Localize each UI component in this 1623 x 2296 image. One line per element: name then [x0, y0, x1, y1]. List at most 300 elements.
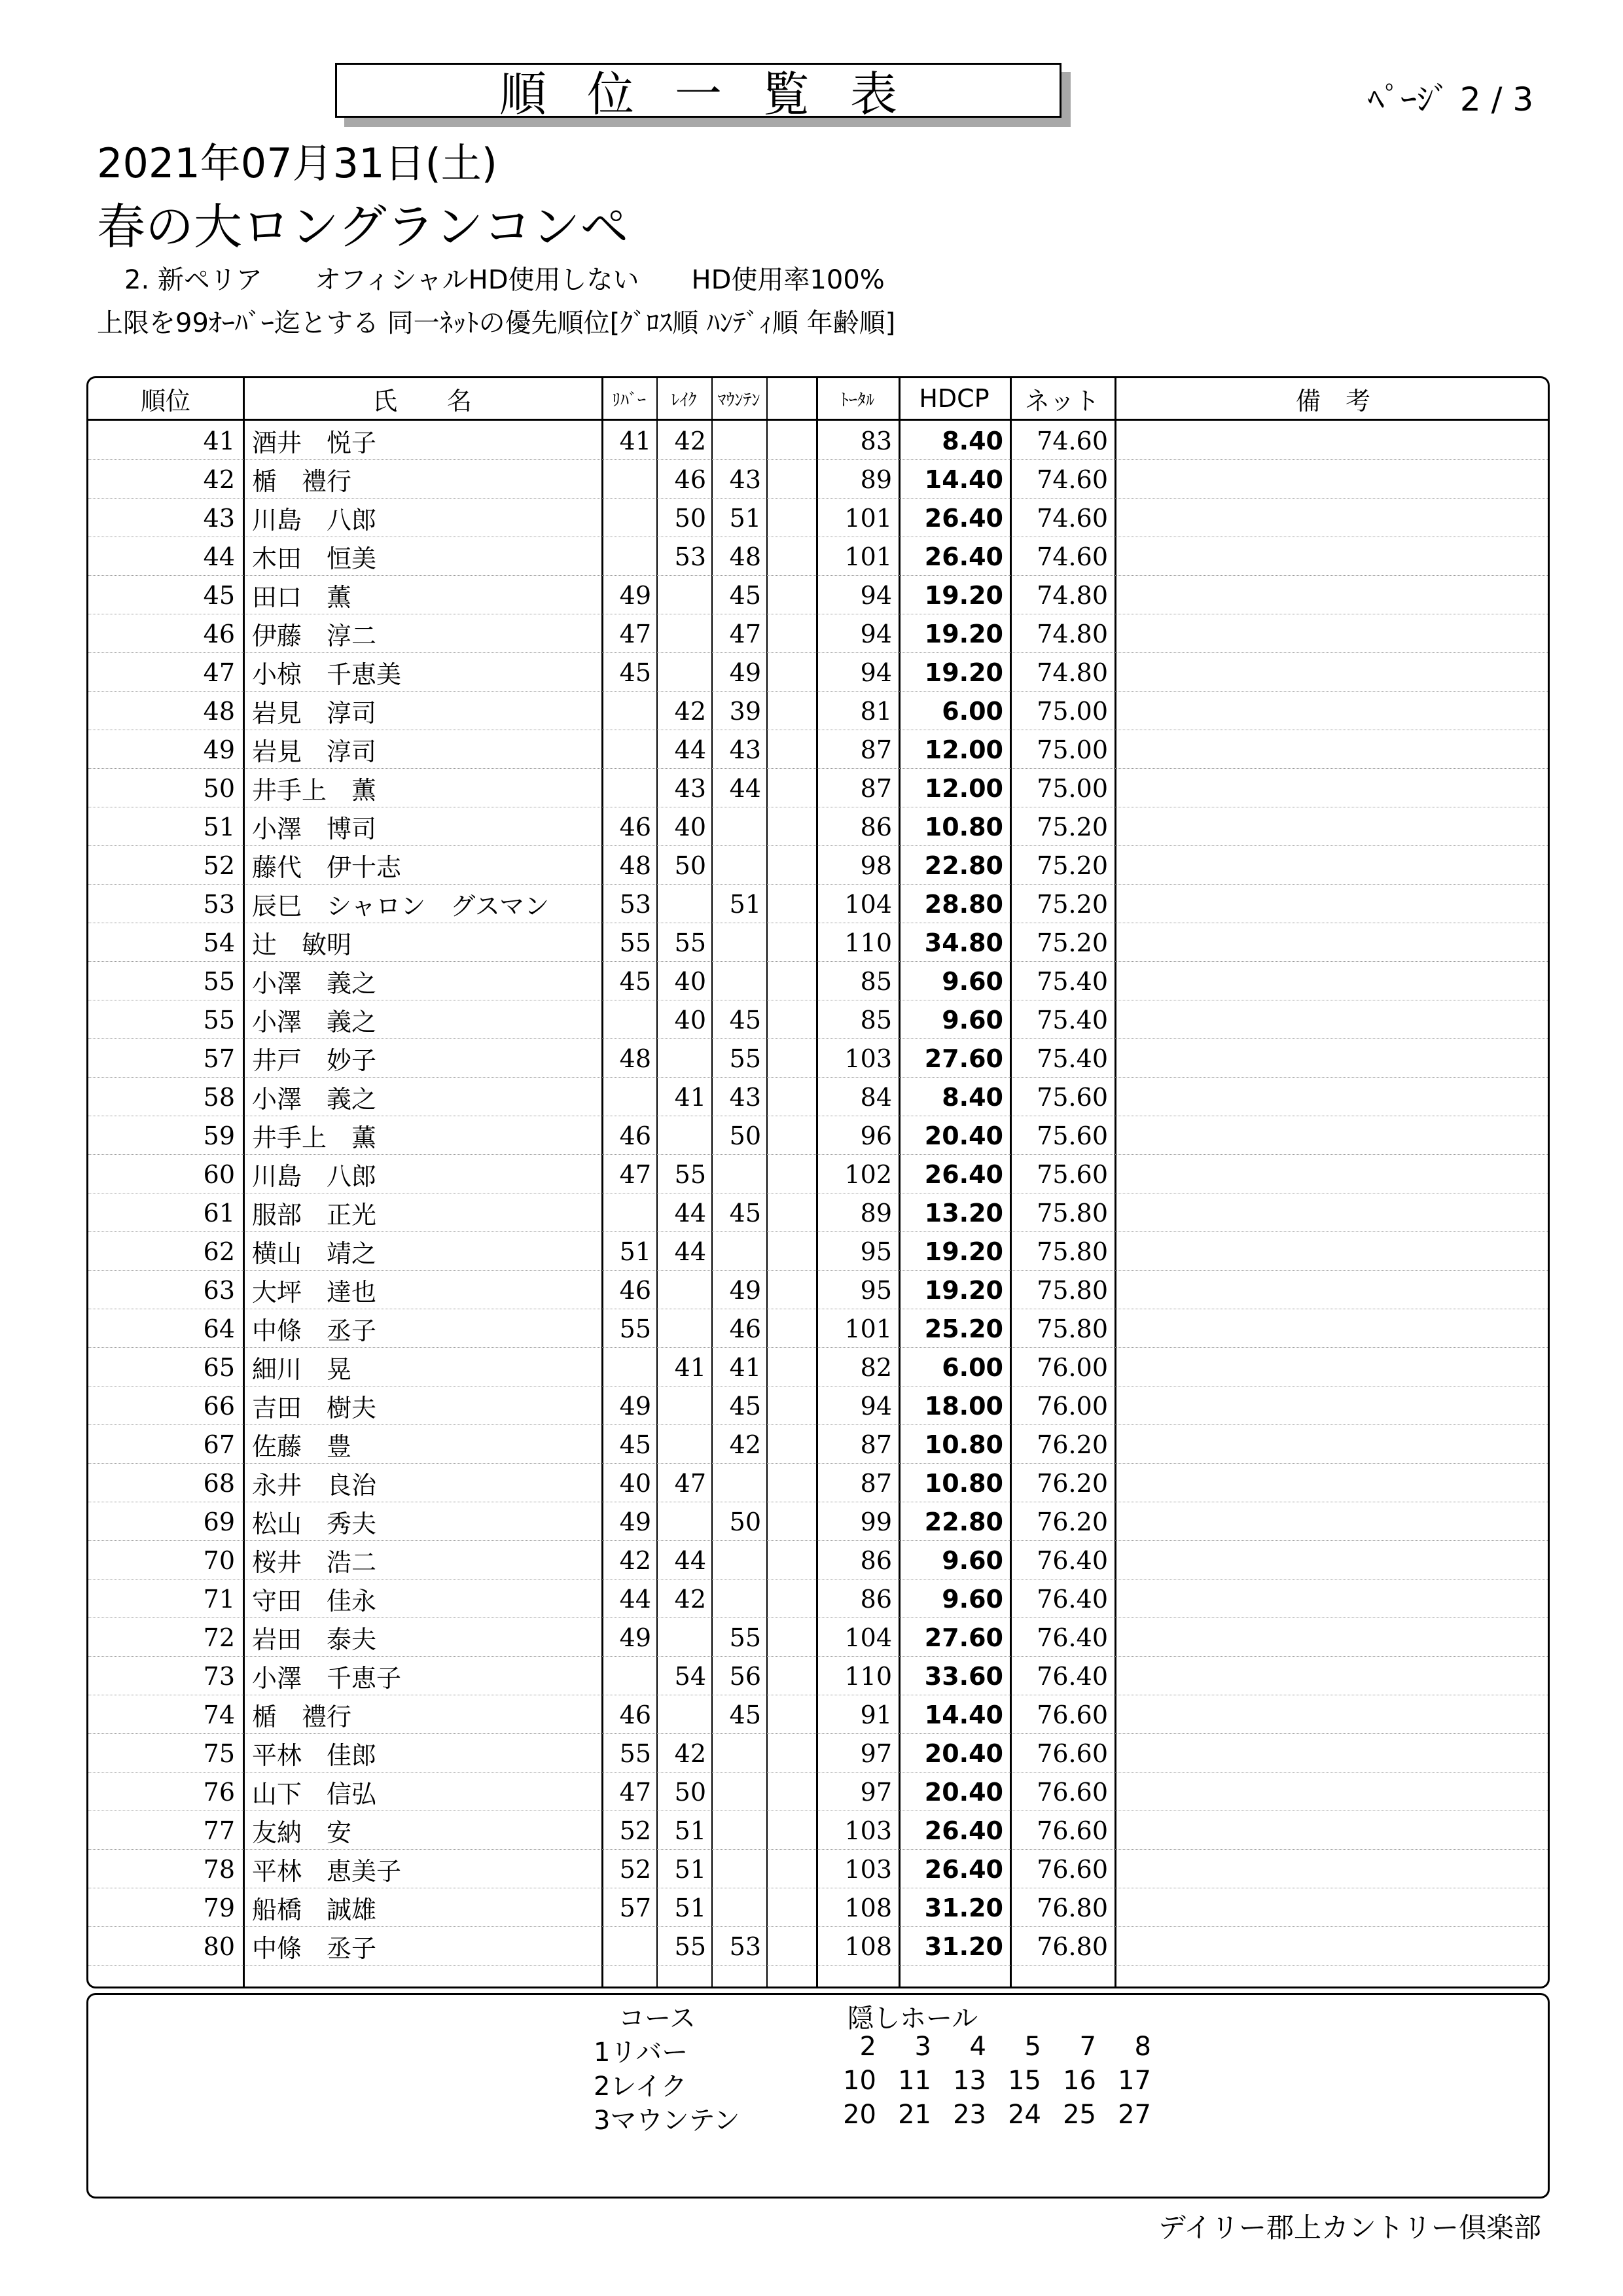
cell-total: 103	[844, 1816, 892, 1845]
cell-hdcp: 14.40	[924, 1700, 1003, 1729]
cell-river: 45	[619, 1430, 651, 1459]
cell-hdcp: 25.20	[924, 1314, 1003, 1343]
cell-river: 46	[619, 1121, 651, 1150]
cell-lake: 40	[674, 966, 706, 996]
cell-lake: 40	[674, 812, 706, 841]
cell-hdcp: 19.20	[924, 658, 1003, 687]
cell-total: 83	[860, 426, 892, 455]
cell-mountain: 48	[729, 542, 761, 571]
page-title: 順位一覧表	[335, 63, 1061, 118]
cell-lake	[656, 1386, 706, 1425]
table-row	[88, 1271, 1548, 1309]
cell-mountain: 45	[729, 580, 761, 610]
table-row	[88, 576, 1548, 614]
cell-hdcp: 9.60	[942, 1545, 1003, 1575]
cell-river: 47	[619, 1777, 651, 1807]
cell-net: 76.60	[1037, 1777, 1108, 1807]
cell-name: 平林 恵美子	[252, 1857, 402, 1886]
cell-total: 99	[860, 1507, 892, 1536]
cell-total: 101	[844, 1314, 892, 1343]
table-row	[88, 1386, 1548, 1425]
cell-net: 76.60	[1037, 1739, 1108, 1768]
table-row	[88, 885, 1548, 923]
hidden-hole-number: 17	[1118, 2066, 1151, 2096]
table-row	[88, 769, 1548, 807]
cell-lake	[656, 1116, 706, 1155]
cell-name: 守田 佳永	[252, 1587, 377, 1616]
cell-hdcp: 10.80	[924, 1468, 1003, 1498]
cell-mountain: 50	[729, 1507, 761, 1536]
cell-total: 108	[844, 1893, 892, 1922]
cell-hdcp: 26.40	[924, 1854, 1003, 1884]
cell-name: 小澤 千恵子	[252, 1664, 402, 1693]
cell-river: 46	[619, 1700, 651, 1729]
cell-rank: 57	[203, 1044, 235, 1073]
cell-mountain: 55	[729, 1044, 761, 1073]
cell-name: 岩見 淳司	[252, 737, 377, 766]
cell-rank: 75	[203, 1739, 235, 1768]
cell-rank: 65	[203, 1352, 235, 1382]
cell-lake: 53	[674, 542, 706, 571]
cell-mountain: 45	[729, 1198, 761, 1227]
cell-rank: 76	[203, 1777, 235, 1807]
hidden-holes-label: 隠しホール	[847, 2004, 978, 2034]
cell-name: 中條 丞子	[252, 1316, 377, 1345]
cell-mountain: 43	[729, 465, 761, 494]
cell-rank: 54	[203, 928, 235, 957]
cell-name: 平林 佳郎	[252, 1741, 377, 1770]
cell-rank: 44	[203, 542, 235, 571]
cell-hdcp: 9.60	[942, 1005, 1003, 1034]
cell-rank: 45	[203, 580, 235, 610]
cell-total: 102	[844, 1159, 892, 1189]
cell-hdcp: 6.00	[942, 1352, 1003, 1382]
cell-lake	[656, 1618, 706, 1657]
cell-name: 木田 恒美	[252, 544, 377, 573]
cell-river: 52	[619, 1854, 651, 1884]
cell-mountain: 45	[729, 1391, 761, 1421]
cell-name: 横山 靖之	[252, 1239, 377, 1268]
cell-hdcp: 31.20	[924, 1932, 1003, 1961]
cell-hdcp: 33.60	[924, 1661, 1003, 1691]
cell-lake: 50	[674, 1777, 706, 1807]
table-row	[88, 1927, 1548, 1966]
cell-river	[601, 1657, 651, 1695]
cell-hdcp: 8.40	[942, 426, 1003, 455]
cell-mountain: 53	[729, 1932, 761, 1961]
hidden-hole-number: 25	[1063, 2100, 1096, 2130]
cell-river	[601, 460, 651, 499]
cell-rank: 63	[203, 1275, 235, 1305]
cell-net: 76.60	[1037, 1854, 1108, 1884]
cell-hdcp: 20.40	[924, 1777, 1003, 1807]
header-divider	[88, 419, 1548, 421]
header-rank: 順位	[140, 386, 190, 415]
cell-net: 76.00	[1037, 1391, 1108, 1421]
table-row	[88, 421, 1548, 460]
cell-net: 75.40	[1037, 1044, 1108, 1073]
cell-mountain: 49	[729, 1275, 761, 1305]
hidden-hole-number: 13	[953, 2066, 986, 2096]
cell-mountain	[711, 1734, 761, 1773]
cell-hdcp: 12.00	[924, 773, 1003, 803]
cell-name: 服部 正光	[252, 1201, 377, 1229]
cell-rank: 41	[203, 426, 235, 455]
table-row	[88, 923, 1548, 962]
cell-total: 101	[844, 503, 892, 533]
table-row	[88, 1811, 1548, 1850]
cell-net: 76.20	[1037, 1430, 1108, 1459]
course-label: コース	[618, 2004, 696, 2034]
cell-river: 49	[619, 1391, 651, 1421]
table-row	[88, 1232, 1548, 1271]
cell-mountain	[711, 421, 761, 460]
cell-hdcp: 9.60	[942, 966, 1003, 996]
cell-river	[601, 692, 651, 730]
cell-name: 細川 晃	[252, 1355, 352, 1384]
cell-rank: 77	[203, 1816, 235, 1845]
cell-rank: 64	[203, 1314, 235, 1343]
cell-net: 75.00	[1037, 696, 1108, 726]
cell-mountain	[711, 1155, 761, 1193]
cell-river	[601, 1927, 651, 1966]
cell-lake: 44	[674, 735, 706, 764]
cell-net: 76.40	[1037, 1661, 1108, 1691]
hidden-hole-number: 10	[843, 2066, 876, 2096]
hidden-hole-number: 27	[1118, 2100, 1151, 2130]
cell-name: 小椋 千恵美	[252, 660, 402, 689]
cell-rank: 55	[203, 1005, 235, 1034]
cell-total: 81	[860, 696, 892, 726]
table-row	[88, 1773, 1548, 1811]
cell-net: 76.00	[1037, 1352, 1108, 1382]
hidden-hole-number: 23	[953, 2100, 986, 2130]
table-row	[88, 1309, 1548, 1348]
cell-total: 95	[860, 1275, 892, 1305]
table-row	[88, 1116, 1548, 1155]
cell-hdcp: 31.20	[924, 1893, 1003, 1922]
cell-total: 103	[844, 1854, 892, 1884]
cell-total: 110	[844, 928, 892, 957]
cell-net: 75.80	[1037, 1314, 1108, 1343]
cell-rank: 71	[203, 1584, 235, 1614]
hidden-hole-number: 20	[843, 2100, 876, 2130]
table-row	[88, 1078, 1548, 1116]
cell-mountain: 43	[729, 735, 761, 764]
cell-name: 酒井 悦子	[252, 429, 377, 457]
cell-river: 41	[619, 426, 651, 455]
cell-mountain	[711, 807, 761, 846]
cell-hdcp: 26.40	[924, 542, 1003, 571]
table-row	[88, 730, 1548, 769]
cell-lake	[656, 614, 706, 653]
cell-net: 74.80	[1037, 658, 1108, 687]
table-row	[88, 460, 1548, 499]
page-number: ﾍﾟｰｼﾞ 2 / 3	[1368, 80, 1534, 118]
cell-hdcp: 8.40	[942, 1082, 1003, 1112]
table-row	[88, 1618, 1548, 1657]
cell-mountain: 50	[729, 1121, 761, 1150]
cell-river: 45	[619, 658, 651, 687]
cell-total: 101	[844, 542, 892, 571]
table-row	[88, 846, 1548, 885]
cell-lake: 42	[674, 696, 706, 726]
cell-name: 楯 禮行	[252, 467, 352, 496]
cell-hdcp: 19.20	[924, 1237, 1003, 1266]
cell-hdcp: 26.40	[924, 1159, 1003, 1189]
cell-total: 85	[860, 1005, 892, 1034]
cell-lake	[656, 1309, 706, 1348]
cell-net: 76.60	[1037, 1700, 1108, 1729]
cell-name: 岩見 淳司	[252, 699, 377, 728]
table-row	[88, 1155, 1548, 1193]
cell-total: 84	[860, 1082, 892, 1112]
cell-net: 74.60	[1037, 465, 1108, 494]
table-row	[88, 962, 1548, 1000]
table-row	[88, 1888, 1548, 1927]
cell-name: 船橋 誠雄	[252, 1896, 377, 1924]
cell-rank: 67	[203, 1430, 235, 1459]
cell-rank: 79	[203, 1893, 235, 1922]
header-remarks: 備 考	[1295, 386, 1370, 415]
cell-name: 友納 安	[252, 1818, 352, 1847]
cell-lake: 44	[674, 1237, 706, 1266]
cell-lake	[656, 1502, 706, 1541]
course-name: 1リバー	[594, 2038, 688, 2068]
cell-hdcp: 26.40	[924, 1816, 1003, 1845]
cell-rank: 46	[203, 619, 235, 648]
cell-name: 田口 薫	[252, 583, 352, 612]
cell-mountain	[711, 1541, 761, 1580]
table-row	[88, 614, 1548, 653]
cell-river: 49	[619, 1507, 651, 1536]
cell-hdcp: 10.80	[924, 1430, 1003, 1459]
cell-hdcp: 14.40	[924, 465, 1003, 494]
course-name: 2レイク	[594, 2072, 687, 2102]
cell-net: 75.80	[1037, 1198, 1108, 1227]
cell-net: 75.40	[1037, 1005, 1108, 1034]
cell-lake: 55	[674, 928, 706, 957]
table-row	[88, 1580, 1548, 1618]
competition-date: 2021年07月31日(土)	[97, 139, 497, 187]
cell-river: 51	[619, 1237, 651, 1266]
cell-net: 75.20	[1037, 851, 1108, 880]
cell-rank: 69	[203, 1507, 235, 1536]
cell-mountain	[711, 1773, 761, 1811]
hidden-hole-number: 11	[898, 2066, 931, 2096]
cell-net: 76.40	[1037, 1584, 1108, 1614]
cell-net: 75.20	[1037, 889, 1108, 919]
cell-rank: 66	[203, 1391, 235, 1421]
cell-hdcp: 28.80	[924, 889, 1003, 919]
cell-river	[601, 1078, 651, 1116]
cell-net: 75.80	[1037, 1275, 1108, 1305]
cell-river: 44	[619, 1584, 651, 1614]
course-name: 3マウンテン	[594, 2106, 740, 2136]
cell-name: 川島 八郎	[252, 1162, 377, 1191]
cell-rank: 70	[203, 1545, 235, 1575]
cell-hdcp: 19.20	[924, 580, 1003, 610]
cell-mountain	[711, 1811, 761, 1850]
cell-river	[601, 1193, 651, 1232]
cell-rank: 55	[203, 966, 235, 996]
cell-lake: 46	[674, 465, 706, 494]
cell-name: 辻 敏明	[252, 930, 352, 959]
cell-rank: 73	[203, 1661, 235, 1691]
cell-total: 97	[860, 1739, 892, 1768]
cell-total: 87	[860, 1468, 892, 1498]
cell-net: 76.40	[1037, 1545, 1108, 1575]
cell-mountain: 45	[729, 1005, 761, 1034]
cell-net: 75.60	[1037, 1082, 1108, 1112]
cell-total: 91	[860, 1700, 892, 1729]
table-row	[88, 653, 1548, 692]
cell-lake: 44	[674, 1198, 706, 1227]
cell-river: 47	[619, 619, 651, 648]
cell-rank: 52	[203, 851, 235, 880]
cell-river: 52	[619, 1816, 651, 1845]
header-hdcp: HDCP	[919, 384, 990, 413]
cell-hdcp: 10.80	[924, 812, 1003, 841]
cell-lake: 55	[674, 1159, 706, 1189]
hidden-hole-number: 3	[914, 2032, 931, 2062]
table-row	[88, 1657, 1548, 1695]
cell-rank: 72	[203, 1623, 235, 1652]
cell-river: 55	[619, 1314, 651, 1343]
cell-net: 76.40	[1037, 1623, 1108, 1652]
cell-net: 75.60	[1037, 1121, 1108, 1150]
header-lake: ﾚｲｸ	[671, 390, 697, 410]
cell-mountain	[711, 1888, 761, 1927]
cell-mountain: 51	[729, 889, 761, 919]
cell-lake: 51	[674, 1854, 706, 1884]
cell-net: 74.80	[1037, 580, 1108, 610]
cell-name: 山下 信弘	[252, 1780, 377, 1809]
cell-name: 大坪 達也	[252, 1278, 377, 1307]
cell-name: 佐藤 豊	[252, 1432, 352, 1461]
cell-total: 82	[860, 1352, 892, 1382]
cell-hdcp: 13.20	[924, 1198, 1003, 1227]
cell-mountain	[711, 962, 761, 1000]
cell-lake: 50	[674, 503, 706, 533]
cell-name: 楯 禮行	[252, 1703, 352, 1731]
cell-lake: 41	[674, 1352, 706, 1382]
cell-name: 伊藤 淳二	[252, 622, 377, 650]
cell-hdcp: 20.40	[924, 1121, 1003, 1150]
cell-mountain: 43	[729, 1082, 761, 1112]
cell-name: 井戸 妙子	[252, 1046, 377, 1075]
header-river: ﾘﾊﾞｰ	[611, 390, 646, 410]
cell-lake	[656, 885, 706, 923]
event-name: 春の大ロングランコンペ	[97, 199, 629, 255]
cell-rank: 49	[203, 735, 235, 764]
cell-lake: 47	[674, 1468, 706, 1498]
cell-river: 55	[619, 1739, 651, 1768]
cell-net: 76.60	[1037, 1816, 1108, 1845]
cell-hdcp: 22.80	[924, 1507, 1003, 1536]
club-name: デイリー郡上カントリー倶楽部	[1158, 2212, 1542, 2244]
cell-mountain: 41	[729, 1352, 761, 1382]
cell-total: 103	[844, 1044, 892, 1073]
cell-total: 97	[860, 1777, 892, 1807]
cell-name: 川島 八郎	[252, 506, 377, 535]
table-row	[88, 692, 1548, 730]
cell-lake: 44	[674, 1545, 706, 1575]
cell-total: 94	[860, 580, 892, 610]
cell-river: 49	[619, 580, 651, 610]
cell-total: 108	[844, 1932, 892, 1961]
cell-name: 小澤 義之	[252, 1008, 377, 1036]
table-row	[88, 1464, 1548, 1502]
cell-hdcp: 9.60	[942, 1584, 1003, 1614]
cell-name: 藤代 伊十志	[252, 853, 402, 882]
table-row	[88, 1348, 1548, 1386]
cell-total: 87	[860, 1430, 892, 1459]
cell-hdcp: 12.00	[924, 735, 1003, 764]
cell-name: 松山 秀夫	[252, 1510, 377, 1538]
cell-river: 46	[619, 1275, 651, 1305]
cell-total: 94	[860, 1391, 892, 1421]
cell-net: 75.20	[1037, 812, 1108, 841]
cell-mountain	[711, 1464, 761, 1502]
cell-rank: 62	[203, 1237, 235, 1266]
cell-mountain: 47	[729, 619, 761, 648]
cell-net: 76.80	[1037, 1932, 1108, 1961]
cell-hdcp: 6.00	[942, 696, 1003, 726]
cell-lake	[656, 576, 706, 614]
table-row	[88, 1695, 1548, 1734]
table-row	[88, 1000, 1548, 1039]
cell-lake: 50	[674, 851, 706, 880]
header-mountain: ﾏｳﾝﾃﾝ	[717, 390, 760, 410]
cell-river: 48	[619, 1044, 651, 1073]
cell-net: 74.60	[1037, 503, 1108, 533]
cell-net: 74.60	[1037, 542, 1108, 571]
cell-mountain: 51	[729, 503, 761, 533]
cell-mountain: 46	[729, 1314, 761, 1343]
cell-name: 吉田 樹夫	[252, 1394, 377, 1422]
cell-total: 98	[860, 851, 892, 880]
header-total: ﾄｰﾀﾙ	[840, 390, 874, 410]
cell-rank: 50	[203, 773, 235, 803]
cell-rank: 61	[203, 1198, 235, 1227]
condition-line-1: 2. 新ペリア オフィシャルHD使用しない HD使用率100%	[124, 265, 885, 295]
cell-name: 桜井 浩二	[252, 1548, 377, 1577]
cell-total: 104	[844, 889, 892, 919]
cell-lake: 40	[674, 1005, 706, 1034]
hidden-hole-number: 5	[1024, 2032, 1041, 2062]
cell-total: 95	[860, 1237, 892, 1266]
cell-lake: 51	[674, 1893, 706, 1922]
cell-total: 86	[860, 812, 892, 841]
cell-lake: 42	[674, 1739, 706, 1768]
ranking-table	[86, 376, 1550, 1988]
cell-hdcp: 20.40	[924, 1739, 1003, 1768]
table-row	[88, 537, 1548, 576]
hidden-hole-number: 7	[1079, 2032, 1096, 2062]
cell-mountain	[711, 923, 761, 962]
cell-rank: 51	[203, 812, 235, 841]
cell-hdcp: 26.40	[924, 503, 1003, 533]
course-info-box	[86, 1993, 1550, 2199]
hidden-hole-number: 4	[969, 2032, 986, 2062]
cell-rank: 58	[203, 1082, 235, 1112]
cell-total: 110	[844, 1661, 892, 1691]
cell-net: 75.80	[1037, 1237, 1108, 1266]
cell-hdcp: 22.80	[924, 851, 1003, 880]
hidden-hole-number: 8	[1134, 2032, 1151, 2062]
header-name: 氏 名	[372, 386, 472, 415]
